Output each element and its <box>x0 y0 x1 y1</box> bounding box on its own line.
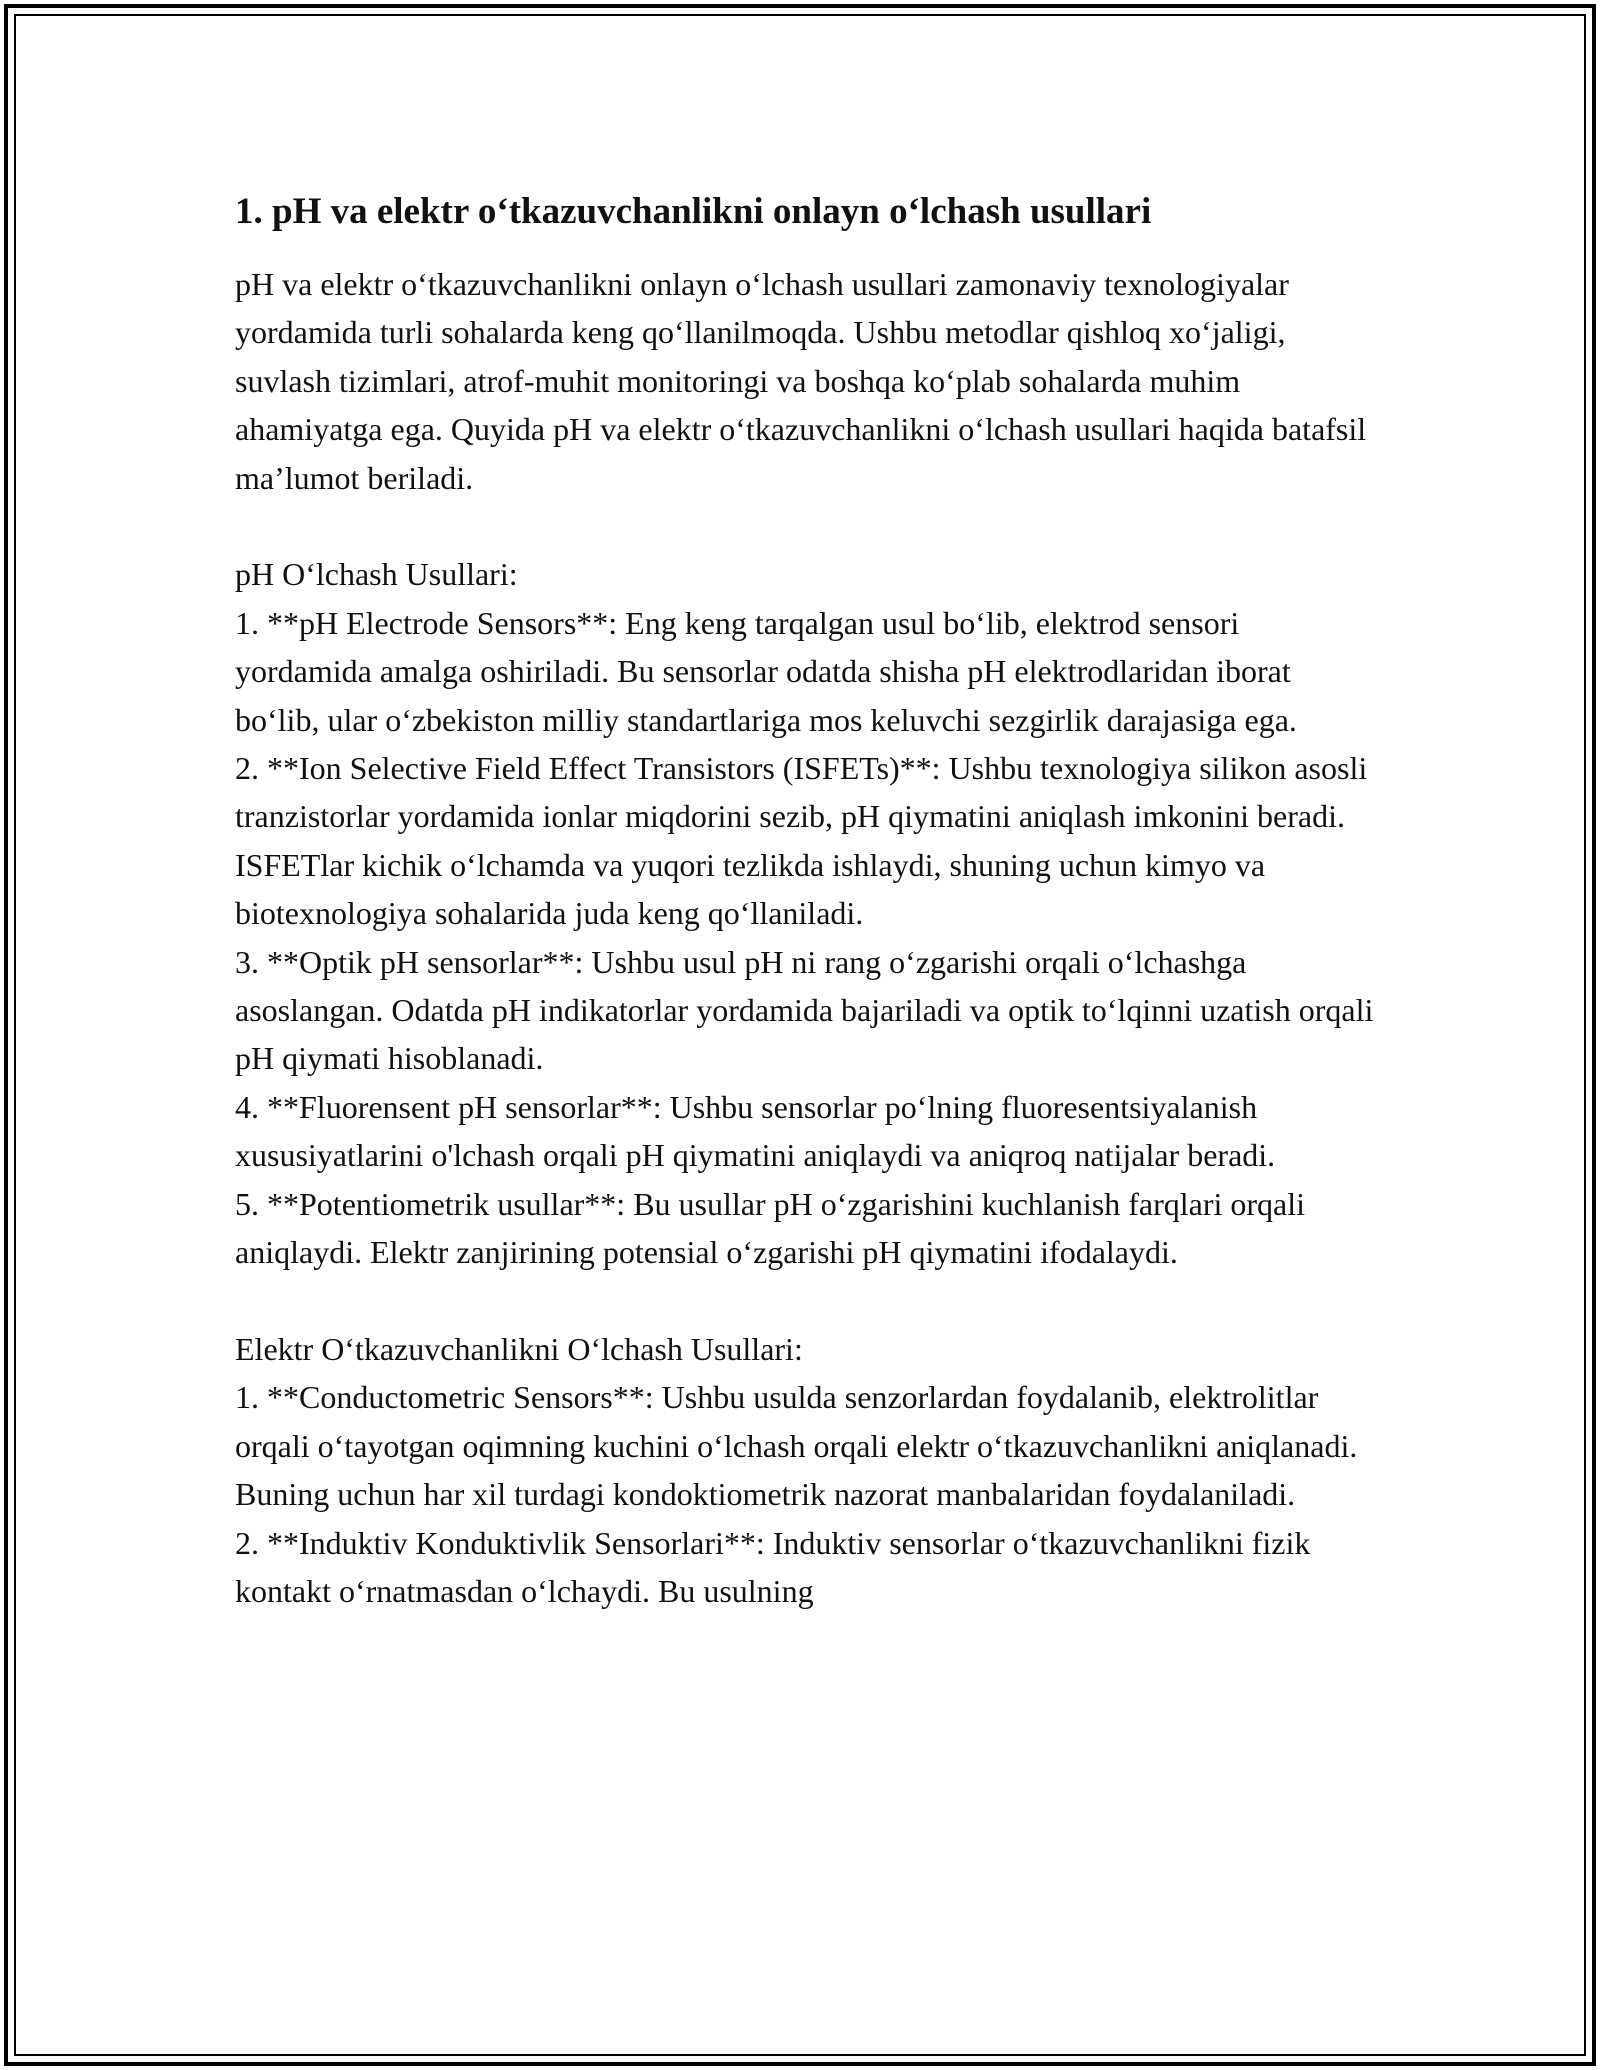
ph-method-item-4: 4. **Fluorensent pH sensorlar**: Ushbu sensorlar po‘lning fluoresentsiyalanish xususiyatlarini o'lchash orqali pH qiymatini aniqlaydi va aniqroq natijalar beradi. <box>235 1088 1276 1174</box>
paragraph-spacer <box>235 1277 1375 1325</box>
paragraph-spacer <box>235 502 1375 550</box>
ec-method-item-1: 1. **Conductometric Sensors**: Ushbu usulda senzorlardan foydalanib, elektrolitlar orqali o‘tayotgan oqimning kuchini o‘lchash orqali elektr o‘tkazuvchanlikni aniqlanadi. Buning uchun har xil turdagi kondoktiometrik nazorat manbalaridan foydalaniladi. <box>235 1379 1358 1513</box>
document-title: 1. pH va elektr o‘tkazuvchanlikni onlayn o‘lchash usullari <box>235 191 1152 232</box>
ph-methods-section <box>235 550 1375 1276</box>
intro-paragraph: pH va elektr o‘tkazuvchanlikni onlayn o‘lchash usullari zamonaviy texnologiyalar yordamida turli sohalarda keng qo‘llanilmoqda. Ushbu metodlar qishloq xo‘jaligi, suvlash tizimlari, atrof-muhit monitoringi va boshqa ko‘plab sohalarda muhim ahamiyatga ega. Quyida pH va elektr o‘tkazuvchanlikni o‘lchash usullari haqida batafsil ma’lumot beriladi. <box>235 266 1367 496</box>
ph-method-item-3: 3. **Optik pH sensorlar**: Ushbu usul pH ni rang o‘zgarishi orqali o‘lchashga asoslangan. Odatda pH indikatorlar yordamida bajariladi va optik to‘lqinni uzatish orqali pH qiymati hisoblanadi. <box>235 943 1374 1077</box>
ec-section-heading: Elektr O‘tkazuvchanlikni O‘lchash Usullari: <box>235 1330 803 1367</box>
ph-method-item-5: 5. **Potentiometrik usullar**: Bu usullar pH o‘zgarishini kuchlanish farqlari orqali aniqlaydi. Elektr zanjirining potensial o‘zgarishi pH qiymatini ifodalaydi. <box>235 1185 1306 1271</box>
ec-method-item-2: 2. **Induktiv Konduktivlik Sensorlari**: Induktiv sensorlar o‘tkazuvchanlikni fizik kontakt o‘rnatmasdan o‘lchaydi. Bu usulning <box>235 1524 1311 1609</box>
ec-methods-section <box>235 1325 1375 1615</box>
document-body <box>235 186 1375 1615</box>
ph-method-item-1: 1. **pH Electrode Sensors**: Eng keng tarqalgan usul bo‘lib, elektrod sensori yordamida amalga oshiriladi. Bu sensorlar odatda shisha pH elektrodlaridan iborat bo‘lib, ular o‘zbekiston milliy standartlariga mos keluvchi sezgirlik darajasiga ega. <box>235 604 1297 738</box>
ph-method-item-2: 2. **Ion Selective Field Effect Transistors (ISFETs)**: Ushbu texnologiya silikon asosli tranzistorlar yordamida ionlar miqdorini sezib, pH qiymatini aniqlash imkonini beradi. ISFETlar kichik o‘lchamda va yuqori tezlikda ishlaydi, shuning uchun kimyo va biotexnologiya sohalarida juda keng qo‘llaniladi. <box>235 750 1368 932</box>
ph-section-heading: pH O‘lchash Usullari: <box>235 556 518 593</box>
